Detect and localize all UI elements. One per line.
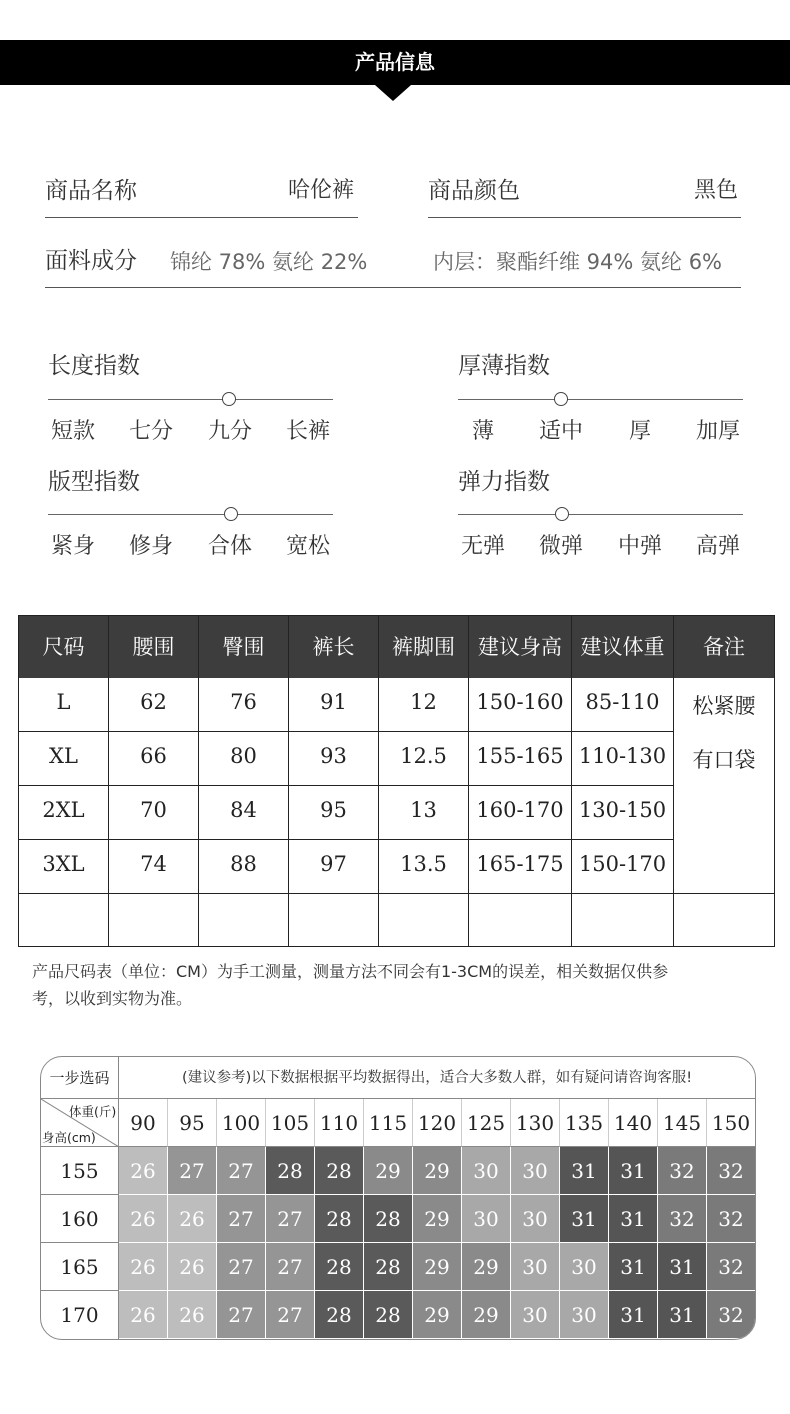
weight-column-header: 90 (119, 1099, 168, 1147)
size-table-cell: 3XL (19, 840, 109, 894)
size-header-cell: 裤长 (289, 616, 379, 678)
size-table-cell (289, 894, 379, 946)
size-finder-cell: 31 (609, 1291, 658, 1339)
size-table-cell: 13 (379, 786, 469, 840)
header-notch (375, 85, 411, 101)
size-finder-cell: 27 (266, 1243, 315, 1291)
stretch-index-marker (555, 507, 569, 521)
weight-column-header: 105 (266, 1099, 315, 1147)
size-finder-cell: 32 (707, 1147, 756, 1195)
size-table-cell: 85-110 (572, 678, 674, 732)
size-table-cell: 84 (199, 786, 289, 840)
weight-column-header: 95 (168, 1099, 217, 1147)
weight-column-header: 135 (560, 1099, 609, 1147)
size-finder-cell: 32 (707, 1291, 756, 1339)
size-table-cell (199, 894, 289, 946)
size-finder-cell: 28 (315, 1195, 364, 1243)
weight-column-header: 120 (413, 1099, 462, 1147)
size-finder-cell: 32 (658, 1195, 707, 1243)
size-finder-cell: 27 (266, 1195, 315, 1243)
size-finder-cell: 28 (315, 1291, 364, 1339)
size-finder-cell: 29 (462, 1243, 511, 1291)
size-finder-cell: 30 (511, 1195, 560, 1243)
weight-column-header: 140 (609, 1099, 658, 1147)
size-table-cell (572, 894, 674, 946)
size-header-cell: 腰围 (109, 616, 199, 678)
length-option: 短款 (50, 419, 95, 444)
product-color-value: 黑色 (694, 178, 739, 203)
height-axis-label: 身高(cm) (42, 1130, 96, 1145)
size-finder-cell: 29 (413, 1147, 462, 1195)
size-finder-cell: 29 (413, 1243, 462, 1291)
size-finder-cell: 30 (511, 1243, 560, 1291)
weight-axis-label: 体重(斤) (69, 1104, 117, 1119)
size-finder-cell: 26 (119, 1291, 168, 1339)
size-header-cell: 建议体重 (572, 616, 674, 678)
size-table-cell: 80 (199, 732, 289, 786)
size-finder-corner-label: 一步选码 (41, 1057, 119, 1099)
fit-option: 宽松 (285, 534, 330, 559)
height-row-header: 155 (41, 1147, 119, 1195)
size-table-cell: 93 (289, 732, 379, 786)
weight-column-header: 100 (217, 1099, 266, 1147)
size-finder-cell: 26 (168, 1195, 217, 1243)
size-finder-cell: 26 (119, 1243, 168, 1291)
size-table-cell: 95 (289, 786, 379, 840)
product-color-label: 商品颜色 (428, 178, 520, 204)
stretch-option: 中弹 (617, 534, 662, 559)
size-table-cell: 165-175 (469, 840, 572, 894)
size-header-cell: 尺码 (19, 616, 109, 678)
size-finder-cell: 31 (560, 1195, 609, 1243)
fit-option: 紧身 (50, 534, 95, 559)
thickness-option: 适中 (538, 419, 583, 444)
height-row-header: 170 (41, 1291, 119, 1339)
stretch-option: 无弹 (460, 534, 505, 559)
size-finder-cell: 28 (315, 1243, 364, 1291)
size-header-cell: 建议身高 (469, 616, 572, 678)
size-table-cell: 2XL (19, 786, 109, 840)
size-finder-cell: 28 (315, 1147, 364, 1195)
size-table-cell: 62 (109, 678, 199, 732)
fabric-label: 面料成分 (45, 248, 137, 274)
length-index-marker (222, 392, 236, 406)
size-note-line: 松紧腰 (692, 694, 756, 718)
product-name-value: 哈伦裤 (288, 178, 355, 203)
size-finder-banner: (建议参考)以下数据根据平均数据得出，适合大多数人群，如有疑问请咨询客服! (119, 1057, 755, 1099)
thickness-index-track (458, 399, 743, 400)
size-finder-cell: 30 (462, 1195, 511, 1243)
size-table-cell: 130-150 (572, 786, 674, 840)
size-finder-cell: 31 (658, 1243, 707, 1291)
fit-index-marker (224, 507, 238, 521)
size-finder-cell: 30 (560, 1243, 609, 1291)
thickness-index-marker (554, 392, 568, 406)
size-table-cell: 150-170 (572, 840, 674, 894)
fit-index-track (48, 514, 333, 515)
size-finder-cell: 29 (413, 1195, 462, 1243)
size-finder-cell: 32 (707, 1243, 756, 1291)
thickness-option: 薄 (471, 419, 494, 444)
size-finder-cell: 28 (364, 1243, 413, 1291)
size-table-cell: 66 (109, 732, 199, 786)
size-table-cell (109, 894, 199, 946)
divider (428, 217, 741, 218)
size-table-cell: 76 (199, 678, 289, 732)
size-finder-cell: 26 (119, 1147, 168, 1195)
size-finder-cell: 27 (266, 1291, 315, 1339)
divider (45, 287, 741, 288)
axis-corner-cell (41, 1099, 119, 1147)
size-finder-cell: 29 (413, 1291, 462, 1339)
size-table-cell: 110-130 (572, 732, 674, 786)
stretch-index-track (458, 514, 743, 515)
size-note-line: 有口袋 (692, 748, 756, 772)
length-option: 长裤 (285, 419, 330, 444)
size-finder-cell: 32 (707, 1195, 756, 1243)
weight-column-header: 145 (658, 1099, 707, 1147)
size-table-cell: 160-170 (469, 786, 572, 840)
thickness-index-title: 厚薄指数 (458, 353, 550, 379)
size-finder-cell: 31 (609, 1195, 658, 1243)
size-finder-cell: 30 (511, 1291, 560, 1339)
size-finder-table (40, 1056, 756, 1340)
size-table-cell: 155-165 (469, 732, 572, 786)
stretch-option: 高弹 (695, 534, 740, 559)
thickness-option: 厚 (628, 419, 651, 444)
size-table-cell: 150-160 (469, 678, 572, 732)
divider (45, 217, 358, 218)
page-title: 产品信息 (355, 50, 435, 74)
size-table-cell: 70 (109, 786, 199, 840)
weight-column-header: 125 (462, 1099, 511, 1147)
size-finder-cell: 27 (168, 1147, 217, 1195)
size-header-cell: 裤脚围 (379, 616, 469, 678)
size-table-cell (469, 894, 572, 946)
size-finder-cell: 29 (364, 1147, 413, 1195)
size-table-cell: L (19, 678, 109, 732)
height-row-header: 160 (41, 1195, 119, 1243)
size-note-divider (674, 893, 774, 894)
length-index-title: 长度指数 (48, 353, 140, 379)
size-footnote-line: 考，以收到实物为准。 (32, 989, 193, 1008)
size-table-cell: 12.5 (379, 732, 469, 786)
size-finder-cell: 31 (560, 1147, 609, 1195)
size-finder-cell: 30 (511, 1147, 560, 1195)
size-finder-cell: 28 (266, 1147, 315, 1195)
size-finder-cell: 30 (560, 1291, 609, 1339)
size-table-cell: 12 (379, 678, 469, 732)
lining-value: 内层：聚酯纤维 94% 氨纶 6% (433, 250, 723, 274)
size-footnote-line: 产品尺码表（单位：CM）为手工测量，测量方法不同会有1-3CM的误差，相关数据仅供参 (32, 962, 669, 981)
size-finder-cell: 31 (609, 1243, 658, 1291)
fit-index-title: 版型指数 (48, 469, 140, 495)
size-finder-cell: 31 (609, 1147, 658, 1195)
height-row-header: 165 (41, 1243, 119, 1291)
fit-option: 修身 (128, 534, 173, 559)
size-header-cell: 备注 (674, 616, 774, 678)
weight-column-header: 115 (364, 1099, 413, 1147)
weight-column-header: 130 (511, 1099, 560, 1147)
size-finder-cell: 30 (462, 1147, 511, 1195)
size-table-cell (19, 894, 109, 946)
size-finder-cell: 31 (658, 1291, 707, 1339)
size-table-cell (379, 894, 469, 946)
size-finder-cell: 27 (217, 1291, 266, 1339)
weight-column-header: 110 (315, 1099, 364, 1147)
size-finder-cell: 28 (364, 1291, 413, 1339)
size-finder-cell: 26 (168, 1243, 217, 1291)
fabric-value: 锦纶 78% 氨纶 22% (170, 250, 368, 274)
length-option: 九分 (207, 419, 252, 444)
size-table-cell: 74 (109, 840, 199, 894)
size-finder-cell: 29 (462, 1291, 511, 1339)
size-table-cell: XL (19, 732, 109, 786)
size-table-cell: 88 (199, 840, 289, 894)
size-table-cell: 91 (289, 678, 379, 732)
size-table-cell: 97 (289, 840, 379, 894)
size-table-cell: 13.5 (379, 840, 469, 894)
stretch-index-title: 弹力指数 (458, 469, 550, 495)
size-finder-cell: 26 (119, 1195, 168, 1243)
size-finder-cell: 27 (217, 1147, 266, 1195)
length-option: 七分 (128, 419, 173, 444)
size-finder-cell: 27 (217, 1243, 266, 1291)
product-name-label: 商品名称 (45, 178, 137, 204)
thickness-option: 加厚 (695, 419, 740, 444)
size-header-cell: 臀围 (199, 616, 289, 678)
weight-column-header: 150 (707, 1099, 756, 1147)
size-finder-cell: 32 (658, 1147, 707, 1195)
size-table (18, 615, 775, 947)
length-index-track (48, 399, 333, 400)
stretch-option: 微弹 (538, 534, 583, 559)
size-finder-cell: 26 (168, 1291, 217, 1339)
size-finder-cell: 28 (364, 1195, 413, 1243)
fit-option: 合体 (207, 534, 252, 559)
size-finder-cell: 27 (217, 1195, 266, 1243)
